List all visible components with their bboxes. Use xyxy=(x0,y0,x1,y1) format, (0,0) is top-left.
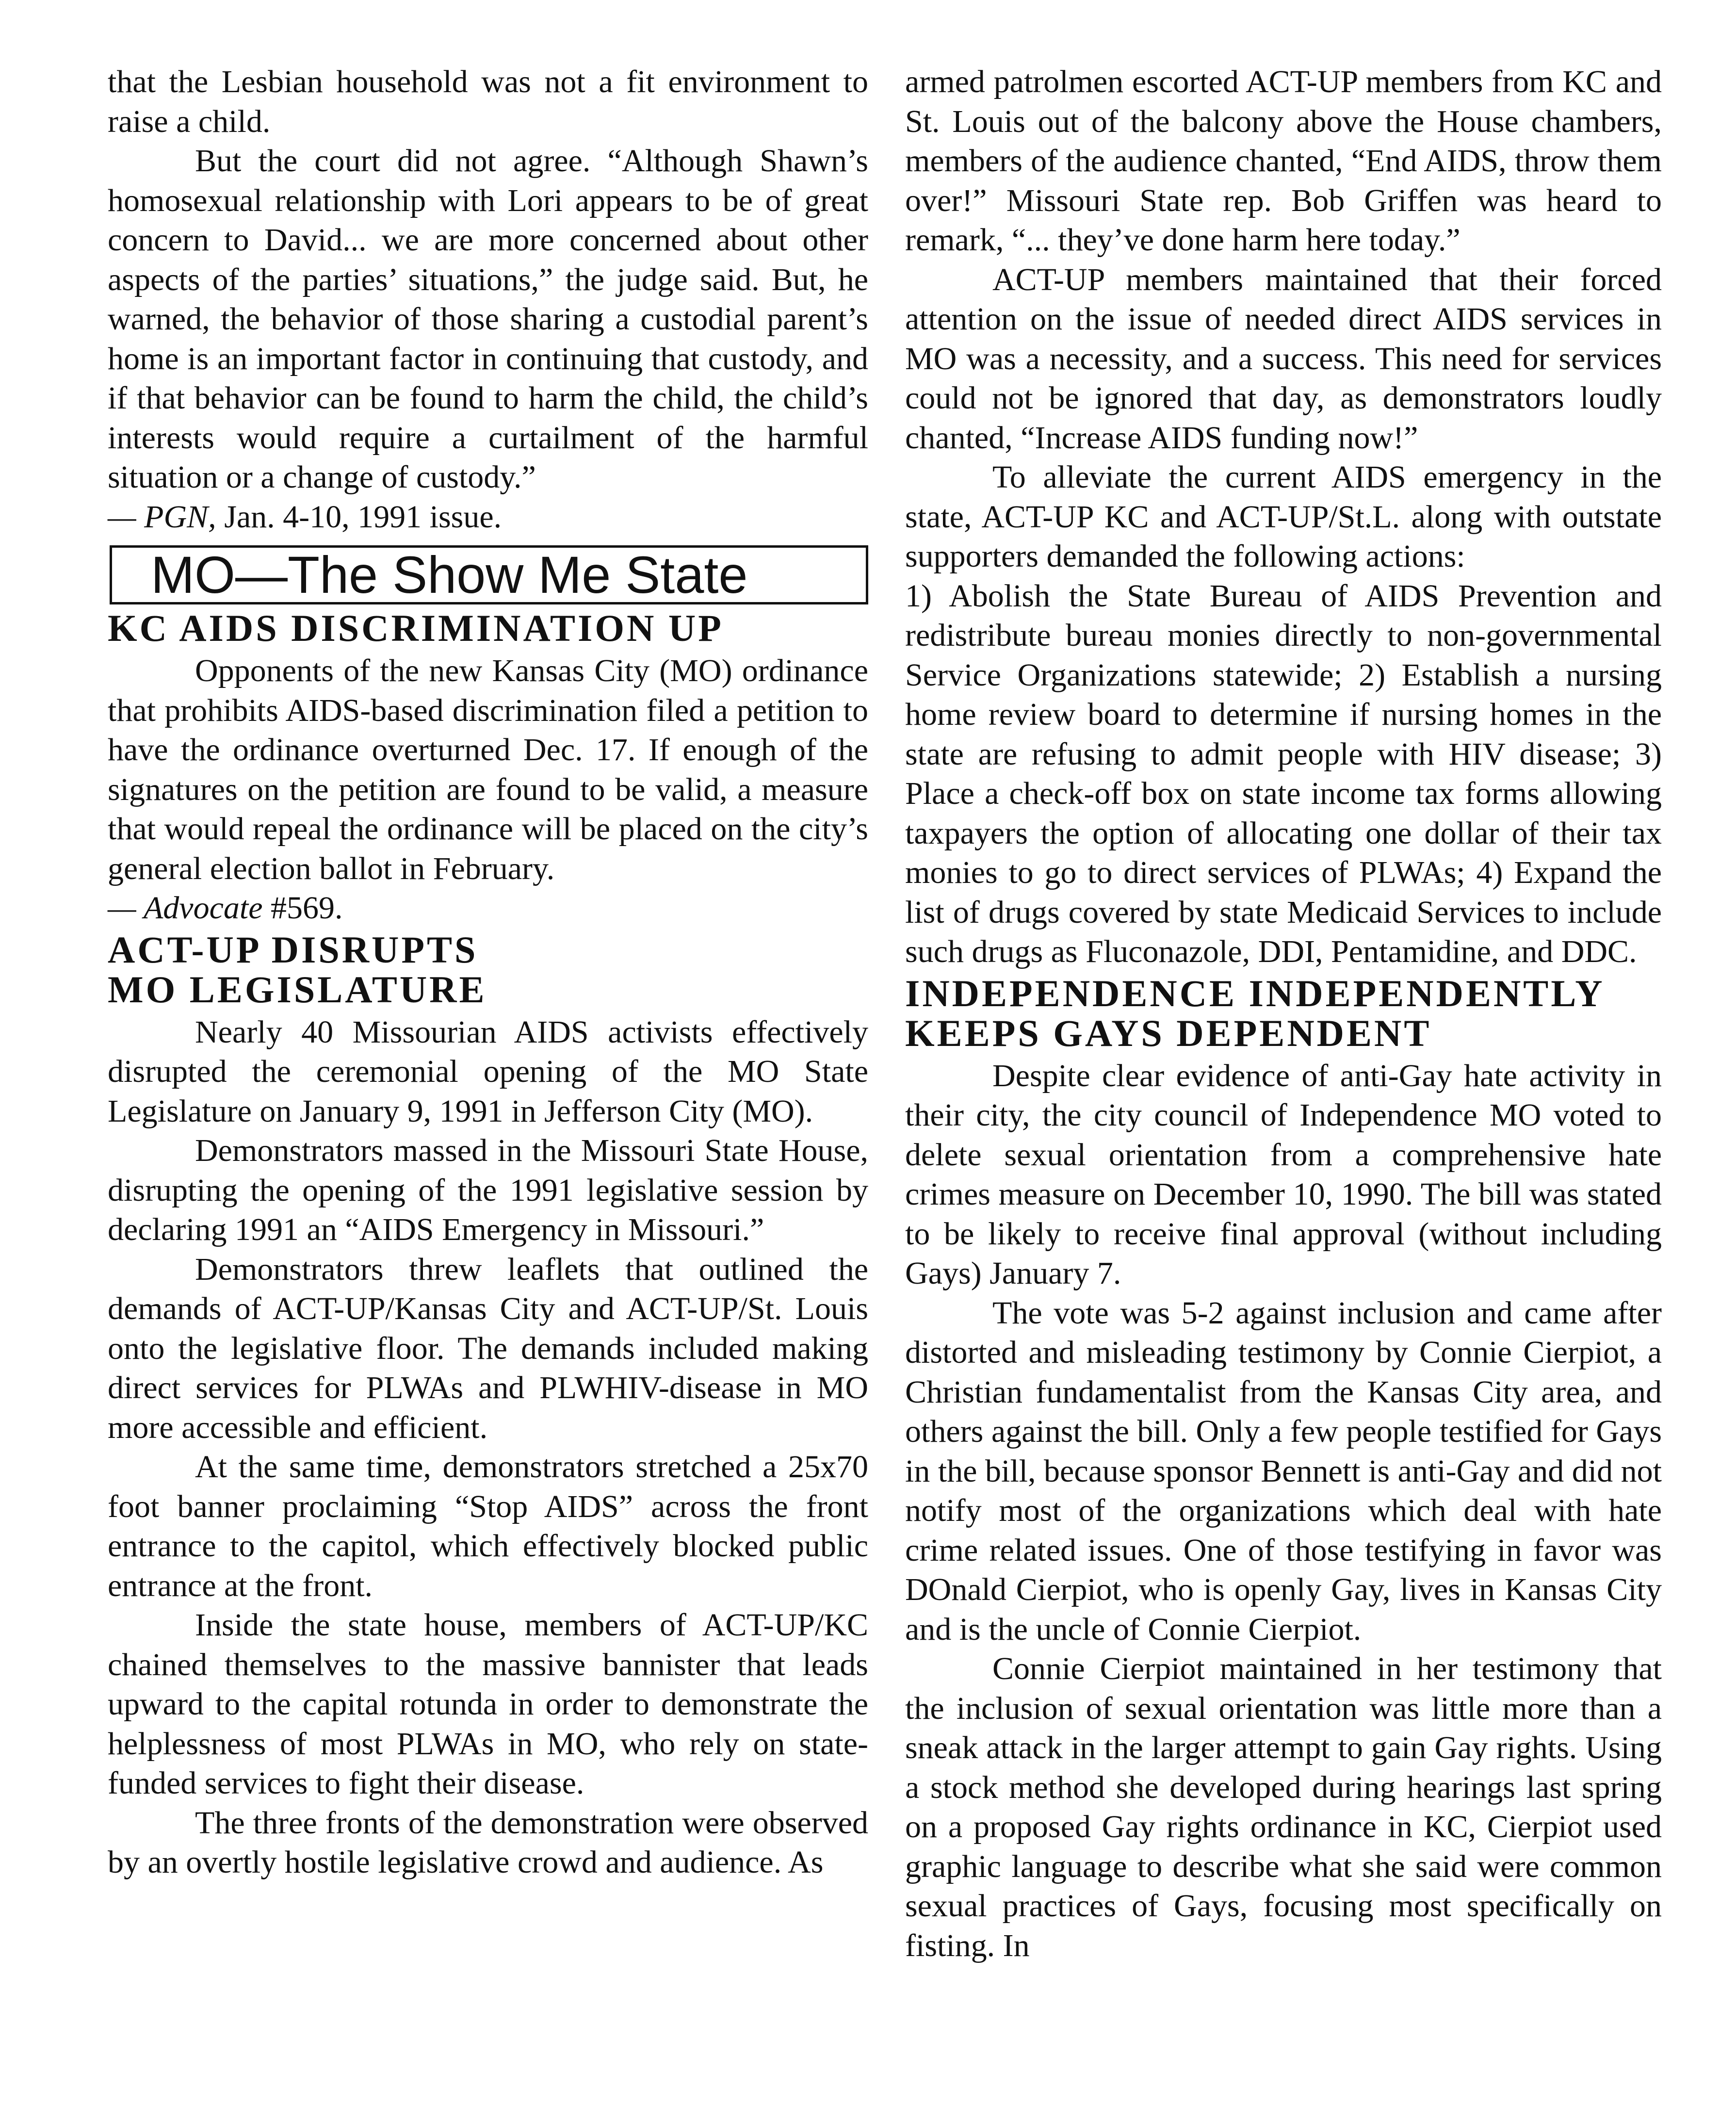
article-headline xyxy=(108,930,868,1010)
publication-name: — Advocate xyxy=(108,890,263,926)
paragraph: At the same time, demonstrators stretched a 25x70 foot banner proclaiming “Stop AIDS” across the front entrance to the capitol, which effectively blocked public entrance at the front. xyxy=(108,1449,868,1603)
right-column xyxy=(905,62,1662,1965)
paragraph: The three fronts of the demonstration were observed by an overtly hostile legislative crowd and audience. As xyxy=(108,1805,868,1880)
paragraph: Despite clear evidence of anti-Gay hate activity in their city, the city council of Independence MO voted to delete sexual orientation from a comprehensive hate crimes measure on December 10, 1990. The bill was stated to be likely to receive final approval (without including Gays) January 7. xyxy=(905,1058,1662,1291)
publication-name: — PGN, xyxy=(108,499,216,535)
demands-list: 1) Abolish the State Bureau of AIDS Prevention and redistribute bureau monies directly to non-governmental Service Organizations statewide; 2) Establish a nursing home review board to determine if nursing homes in the state are refusing to admit people with HIV disease; 3) Place a check-off box on state income tax forms allowing taxpayers the option of allocating one dollar of their tax monies to go to direct services of PLWAs; 4) Expand the list of drugs covered by state Medicaid Services to include such drugs as Fluconazole, DDI, Pentamidine, and DDC. xyxy=(905,578,1662,969)
source-citation xyxy=(108,888,868,928)
citation-detail: #569. xyxy=(262,890,343,926)
paragraph: To alleviate the current AIDS emergency in the state, ACT-UP KC and ACT-UP/St.L. along with outstate supporters demanded the following actions: xyxy=(905,459,1662,574)
citation-detail: Jan. 4-10, 1991 issue. xyxy=(216,499,502,535)
paragraph: The vote was 5-2 against inclusion and came after distorted and misleading testimony by Connie Cierpiot, a Christian fundamentalist from the Kansas City area, and others against the bill. Only a few people testified for Gays in the bill, because sponsor Bennett is anti-Gay and did not notify most of the organizations which deal with hate crime related issues. One of those testifying in favor was DOnald Cierpiot, who is openly Gay, lives in Kansas City and is the uncle of Connie Cierpiot. xyxy=(905,1295,1662,1647)
paragraph: Opponents of the new Kansas City (MO) ordinance that prohibits AIDS-based discrimination filed a petition to have the ordinance overturned Dec. 17. If enough of the signatures on the petition are found to be valid, a measure that would repeal the ordinance will be placed on the city’s general election ballot in February. xyxy=(108,653,868,886)
headline-line: MO LEGISLATURE xyxy=(108,968,487,1011)
paragraph: Demonstrators massed in the Missouri State House, disrupting the opening of the 1991 legislative session by declaring 1991 an “AIDS Emergency in Missouri.” xyxy=(108,1133,868,1247)
article-headline: KC AIDS DISCRIMINATION UP xyxy=(108,607,724,649)
headline-line: INDEPENDENCE INDEPENDENTLY xyxy=(905,972,1605,1014)
paragraph: Demonstrators threw leaflets that outlined the demands of ACT-UP/Kansas City and ACT-UP/St. Louis onto the legislative floor. The demands included making direct services for PLWAs and PLWHIV-disease in MO more accessible and efficient. xyxy=(108,1251,868,1445)
paragraph: armed patrolmen escorted ACT-UP members from KC and St. Louis out of the balcony above the House chambers, members of the audience chanted, “End AIDS, throw them over!” Missouri State rep. Bob Griffen was heard to remark, “... they’ve done harm here today.” xyxy=(905,64,1662,258)
paragraph: that the Lesbian household was not a fit environment to raise a child. xyxy=(108,64,868,139)
left-column xyxy=(108,62,868,1882)
section-title-box xyxy=(110,545,868,604)
section-title: MO—The Show Me State xyxy=(151,545,748,604)
headline-line: ACT-UP DISRUPTS xyxy=(108,928,478,971)
article-headline xyxy=(905,974,1662,1053)
paragraph: Connie Cierpiot maintained in her testimony that the inclusion of sexual orientation was little more than a sneak attack in the larger attempt to gain Gay rights. Using a stock method she developed during hearings last spring on a proposed Gay rights ordinance in KC, Cierpiot used graphic language to describe what she said were common sexual practices of Gays, focusing most specifically on fisting. In xyxy=(905,1651,1662,1963)
paragraph: But the court did not agree. “Although Shawn’s homosexual relationship with Lori appears to be of great concern to David... we are more concerned about other aspects of the parties’ situations,” the judge said. But, he warned, the behavior of those sharing a custodial parent’s home is an important factor in continuing that custody, and if that behavior can be found to harm the child, the child’s interests would require a curtailment of the harmful situation or a change of custody.” xyxy=(108,143,868,495)
paragraph: Inside the state house, members of ACT-UP/KC chained themselves to the massive bannister that leads upward to the capital rotunda in order to demonstrate the helplessness of most PLWAs in MO, who rely on state-funded services to fight their disease. xyxy=(108,1607,868,1801)
paragraph: ACT-UP members maintained that their forced attention on the issue of needed direct AIDS services in MO was a necessity, and a success. This need for services could not be ignored that day, as demonstrators loudly chanted, “Increase AIDS funding now!” xyxy=(905,261,1662,456)
paragraph: Nearly 40 Missourian AIDS activists effectively disrupted the ceremonial opening of the MO State Legislature on January 9, 1991 in Jefferson City (MO). xyxy=(108,1014,868,1129)
headline-line: KEEPS GAYS DEPENDENT xyxy=(905,1012,1432,1054)
source-citation xyxy=(108,497,868,537)
